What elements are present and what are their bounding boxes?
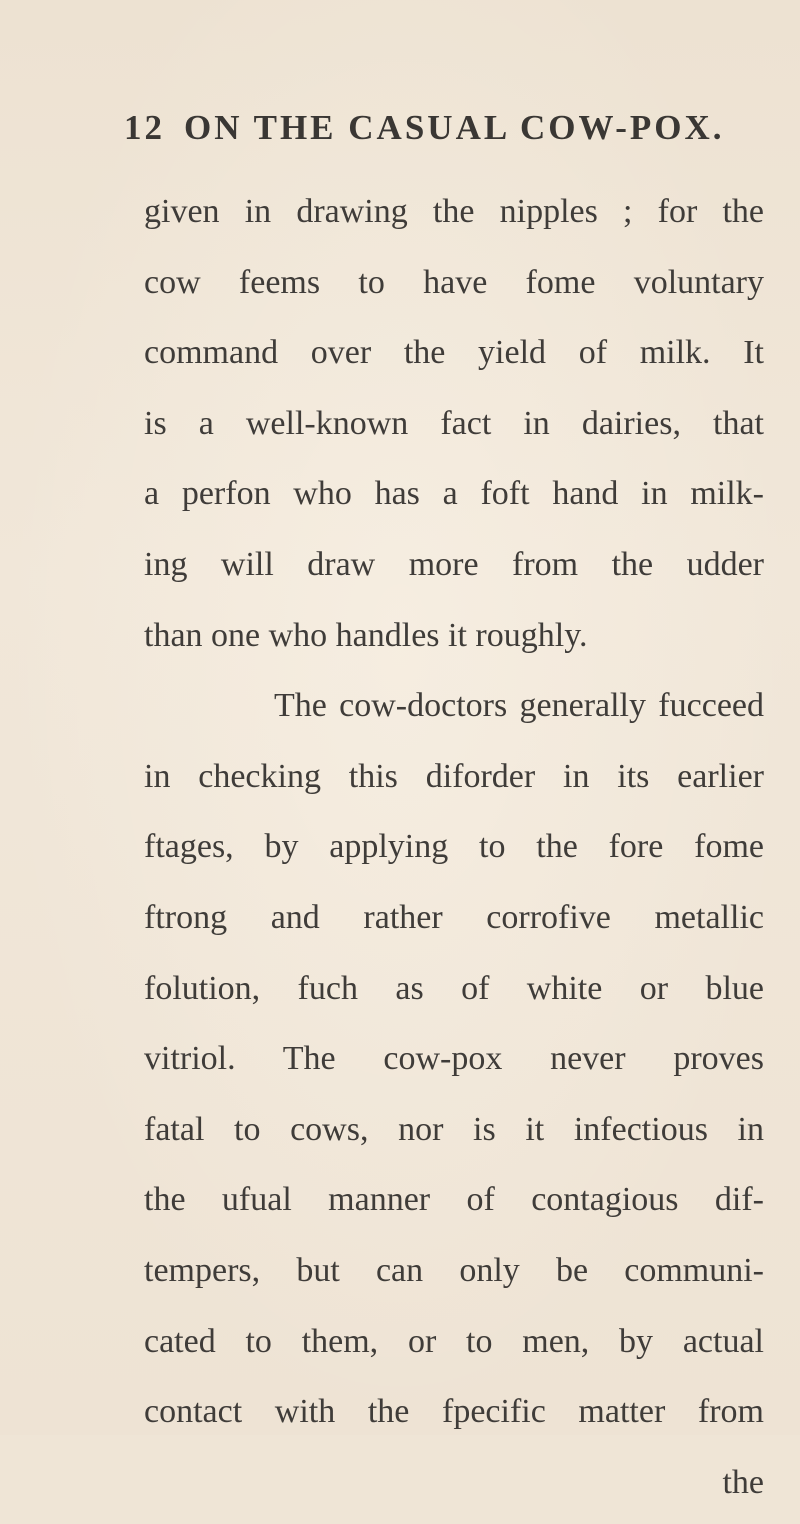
running-head bbox=[124, 100, 725, 156]
text-line: ing will draw more from the udder bbox=[144, 545, 764, 583]
text-line: folution, fuch as of white or blue bbox=[144, 969, 764, 1007]
catchword: the bbox=[722, 1463, 764, 1501]
body-text bbox=[144, 183, 764, 1524]
text-line: cow feems to have fome voluntary bbox=[144, 263, 764, 301]
text-line: command over the yield of milk. It bbox=[144, 334, 764, 372]
page-number: 12 bbox=[124, 108, 165, 147]
text-line: ftages, by applying to the fore fome bbox=[144, 828, 764, 866]
text-line: contact with the fpecific matter from bbox=[144, 1393, 764, 1431]
text-line: ftrong and rather corrofive metallic bbox=[144, 898, 764, 936]
running-title: ON THE CASUAL COW-POX. bbox=[184, 108, 725, 147]
text-line: than one who handles it roughly. bbox=[144, 616, 588, 654]
text-line: in checking this diforder in its earlier bbox=[144, 757, 764, 795]
text-line: the ufual manner of contagious dif- bbox=[144, 1181, 764, 1219]
paragraph-start-line: The cow-doctors generally fucceed bbox=[274, 687, 764, 725]
text-line: given in drawing the nipples ; for the bbox=[144, 193, 764, 230]
text-line: is a well-known fact in dairies, that bbox=[144, 404, 764, 442]
text-line: tempers, but can only be communi- bbox=[144, 1251, 764, 1289]
text-line: a perfon who has a foft hand in milk- bbox=[144, 475, 764, 513]
text-line: cated to them, or to men, by actual bbox=[144, 1322, 764, 1360]
text-line: fatal to cows, nor is it infectious in bbox=[144, 1110, 764, 1148]
text-line: vitriol. The cow-pox never proves bbox=[144, 1040, 764, 1078]
